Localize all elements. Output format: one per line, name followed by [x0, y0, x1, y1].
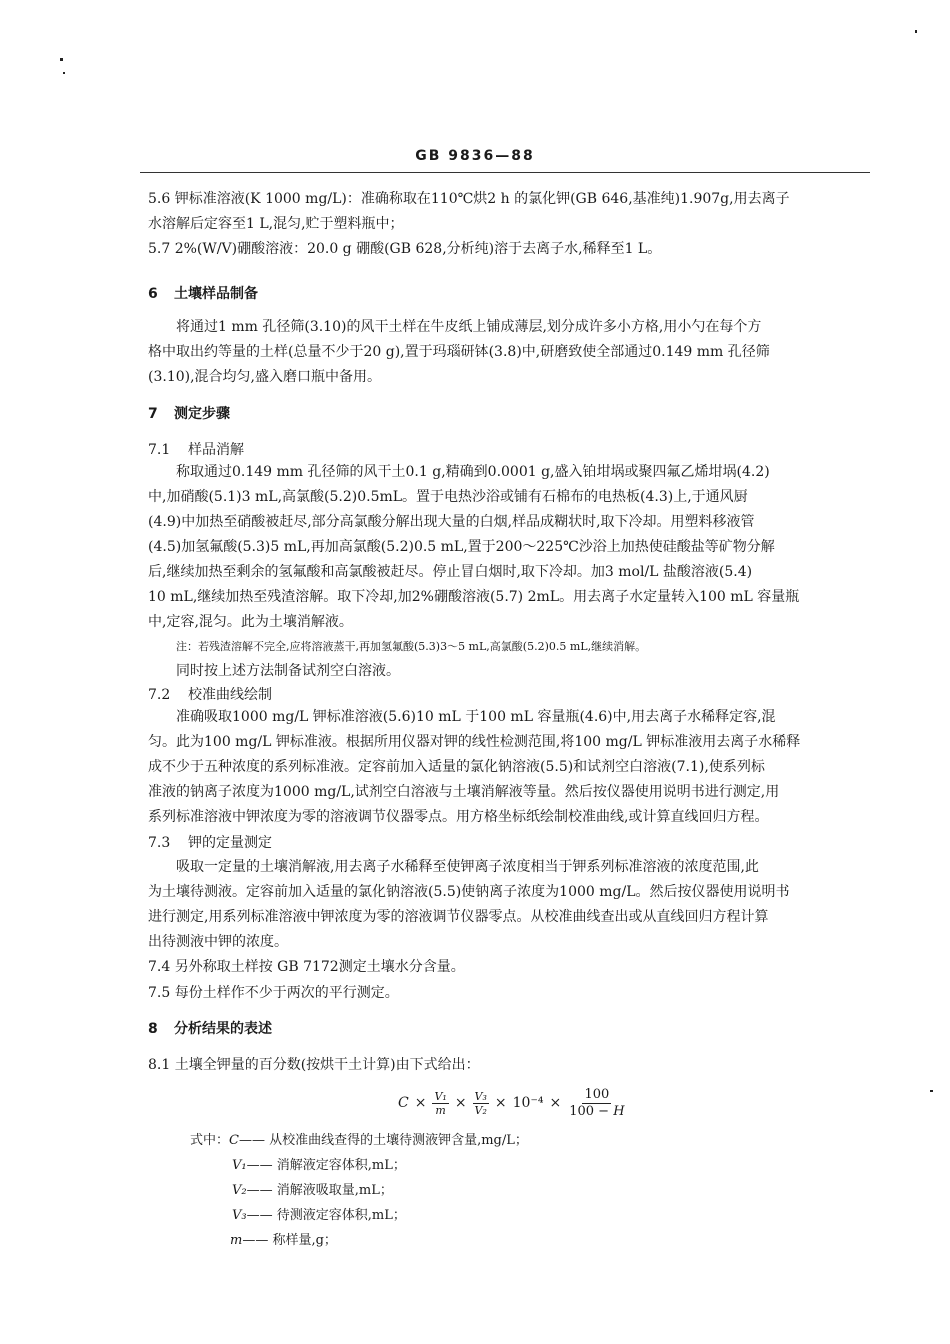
formula-times: × [494, 1095, 507, 1111]
scan-speck [915, 30, 917, 33]
clause-7-2-heading [148, 686, 272, 704]
fraction-denominator: V₂ [474, 1103, 487, 1117]
clause-7-2-line: 匀。此为100 mg/L 钾标准液。根据所用仪器对钾的线性检测范围,将100 mg/L 钾标准液用去离子水稀释 [148, 734, 801, 750]
section-number: 8 [148, 1021, 158, 1037]
clause-number: 7.1 [148, 442, 171, 458]
clause-7-1-line: 后,继续加热至剩余的氢氟酸和高氯酸被赶尽。停止冒白烟时,取下冷却。加3 mol/L 盐酸溶液(5.4) [148, 564, 753, 580]
definition-v2 [232, 1182, 393, 1200]
section-title: 测定步骤 [174, 406, 230, 422]
definition-text: —— 待测液定容体积,mL； [246, 1208, 406, 1223]
clause-number: 7.2 [148, 687, 171, 703]
clause-7-1-line: (4.9)中加热至硝酸被赶尽,部分高氯酸分解出现大量的白烟,样品成糊状时,取下冷却。用塑料移液管 [148, 514, 755, 530]
clause-7-5: 7.5 每份土样作不少于两次的平行测定。 [148, 985, 399, 1001]
section-6-paragraph-line: 将通过1 mm 孔径筛(3.10)的风干土样在牛皮纸上铺成薄层,划分成许多小方格,用小勺在每个方 [176, 319, 762, 335]
definition-c [190, 1132, 528, 1150]
definition-text: —— 消解液吸取量,mL； [246, 1183, 393, 1198]
clause-5-6-line-2: 水溶解后定容至1 L,混匀,贮于塑料瓶中； [148, 216, 404, 232]
clause-7-3-heading [148, 834, 272, 852]
section-6-paragraph-line: (3.10),混合均匀,盛入磨口瓶中备用。 [148, 369, 381, 385]
definition-symbol: V₁ [232, 1158, 247, 1173]
clause-7-4: 7.4 另外称取土样按 GB 7172测定土壤水分含量。 [148, 959, 465, 975]
clause-7-3-line: 为土壤待测液。定容前加入适量的氯化钠溶液(5.5)使钠离子浓度为1000 mg/L。然后按仪器使用说明书 [148, 884, 790, 900]
standard-code-header: GB 9836—88 [415, 148, 535, 164]
clause-7-2-line: 准确吸取1000 mg/L 钾标准溶液(5.6)10 mL 于100 mL 容量瓶(4.6)中,用去离子水稀释定容,混 [176, 709, 776, 725]
fraction-denominator [567, 1104, 626, 1120]
clause-7-2-line: 系列标准溶液中钾浓度为零的溶液调节仪器零点。用方格坐标纸绘制校准曲线,或计算直线回归方程。 [148, 809, 769, 825]
clause-7-1-line: 称取通过0.149 mm 孔径筛的风干土0.1 g,精确到0.0001 g,盛入铂坩埚或聚四氟乙烯坩埚(4.2) [176, 464, 770, 480]
formula-times: × [414, 1095, 427, 1111]
clause-7-3-line: 进行测定,用系列标准溶液中钾浓度为零的溶液调节仪器零点。从校准曲线查出或从直线回归方程计算 [148, 909, 769, 925]
section-6-heading [148, 285, 258, 303]
definition-v3 [232, 1207, 406, 1225]
section-title: 分析结果的表述 [174, 1021, 272, 1037]
section-title: 土壤样品制备 [174, 286, 258, 302]
clause-7-1-heading [148, 441, 244, 459]
fraction-numerator: 100 [584, 1086, 610, 1102]
formula-symbol-c: C [398, 1095, 409, 1111]
scan-speck [60, 58, 63, 61]
definition-m [230, 1232, 337, 1250]
fraction-denominator: m [435, 1103, 446, 1117]
denominator-constant: 100 − [569, 1103, 614, 1119]
header-rule [140, 172, 870, 173]
clause-5-6-line-1: 5.6 钾标准溶液(K 1000 mg/L)：准确称取在110℃烘2 h 的氯化钾(GB 646,基准纯)1.907g,用去离子 [148, 191, 790, 207]
clause-7-2-line: 成不少于五种浓度的系列标准液。定容前加入适量的氯化钠溶液(5.5)和试剂空白溶液(7.1),使系列标 [148, 759, 765, 775]
clause-7-1-line: 中,加硝酸(5.1)3 mL,高氯酸(5.2)0.5mL。置于电热沙浴或铺有石棉布的电热板(4.3)上,于通风厨 [148, 489, 748, 505]
fraction-numerator: V₁ [434, 1089, 447, 1103]
formula-fraction-v1-over-m [432, 1090, 448, 1117]
denominator-variable: H [613, 1103, 625, 1119]
formula-power-of-ten: 10⁻⁴ [512, 1095, 544, 1111]
clause-8-1: 8.1 土壤全钾量的百分数(按烘干土计算)由下式给出： [148, 1057, 480, 1073]
definition-symbol: V₂ [232, 1183, 247, 1198]
clause-7-1-line: 中,定容,混匀。此为土壤消解液。 [148, 614, 353, 630]
formula-fraction-v3-over-v2 [473, 1090, 489, 1117]
scan-speck [930, 1090, 933, 1092]
fraction-numerator: V₃ [474, 1089, 487, 1103]
definition-text: —— 从校准曲线查得的土壤待测液钾含量,mg/L； [238, 1133, 528, 1148]
section-number: 7 [148, 406, 158, 422]
definition-symbol: m [230, 1233, 243, 1248]
section-7-heading [148, 405, 230, 423]
clause-7-3-line: 吸取一定量的土壤消解液,用去离子水稀释至使钾离子浓度相当于钾系列标准溶液的浓度范围,此 [176, 859, 759, 875]
section-number: 6 [148, 286, 158, 302]
clause-5-7: 5.7 2%(W/V)硼酸溶液：20.0 g 硼酸(GB 628,分析纯)溶于去离子水,稀释至1 L。 [148, 241, 662, 257]
clause-7-1-note: 注：若残渣溶解不完全,应将溶液蒸干,再加氢氟酸(5.3)3～5 mL,高氯酸(5.2)0.5 mL,继续消解。 [176, 640, 647, 653]
section-6-paragraph-line: 格中取出约等量的土样(总量不少于20 g),置于玛瑙研钵(3.8)中,研磨致使全部通过0.149 mm 孔径筛 [148, 344, 770, 360]
formula-times: × [454, 1095, 467, 1111]
definition-text: —— 称样量,g； [242, 1233, 337, 1248]
formula-fraction-moisture-correction [567, 1087, 626, 1120]
clause-number: 7.3 [148, 835, 171, 851]
clause-title: 校准曲线绘制 [188, 687, 272, 703]
definitions-intro: 式中： [190, 1133, 230, 1148]
clause-title: 钾的定量测定 [188, 835, 272, 851]
clause-7-1-blank-solution: 同时按上述方法制备试剂空白溶液。 [176, 663, 400, 679]
clause-7-1-line: 10 mL,继续加热至残渣溶解。取下冷却,加2%硼酸溶液(5.7) 2mL。用去离子水定量转入100 mL 容量瓶 [148, 589, 800, 605]
formula-times: × [549, 1095, 562, 1111]
scan-speck [63, 72, 65, 74]
definition-symbol: V₃ [232, 1208, 247, 1223]
definition-symbol: C [229, 1133, 239, 1148]
potassium-content-formula [398, 1078, 627, 1128]
clause-7-3-line: 出待测液中钾的浓度。 [148, 934, 288, 950]
clause-7-2-line: 准液的钠离子浓度为1000 mg/L,试剂空白溶液与土壤消解液等量。然后按仪器使用说明书进行测定,用 [148, 784, 780, 800]
definition-text: —— 消解液定容体积,mL； [246, 1158, 406, 1173]
clause-7-1-line: (4.5)加氢氟酸(5.3)5 mL,再加高氯酸(5.2)0.5 mL,置于200～225℃沙浴上加热使硅酸盐等矿物分解 [148, 539, 775, 555]
section-8-heading [148, 1020, 272, 1038]
definition-v1 [232, 1157, 406, 1175]
clause-title: 样品消解 [188, 442, 244, 458]
